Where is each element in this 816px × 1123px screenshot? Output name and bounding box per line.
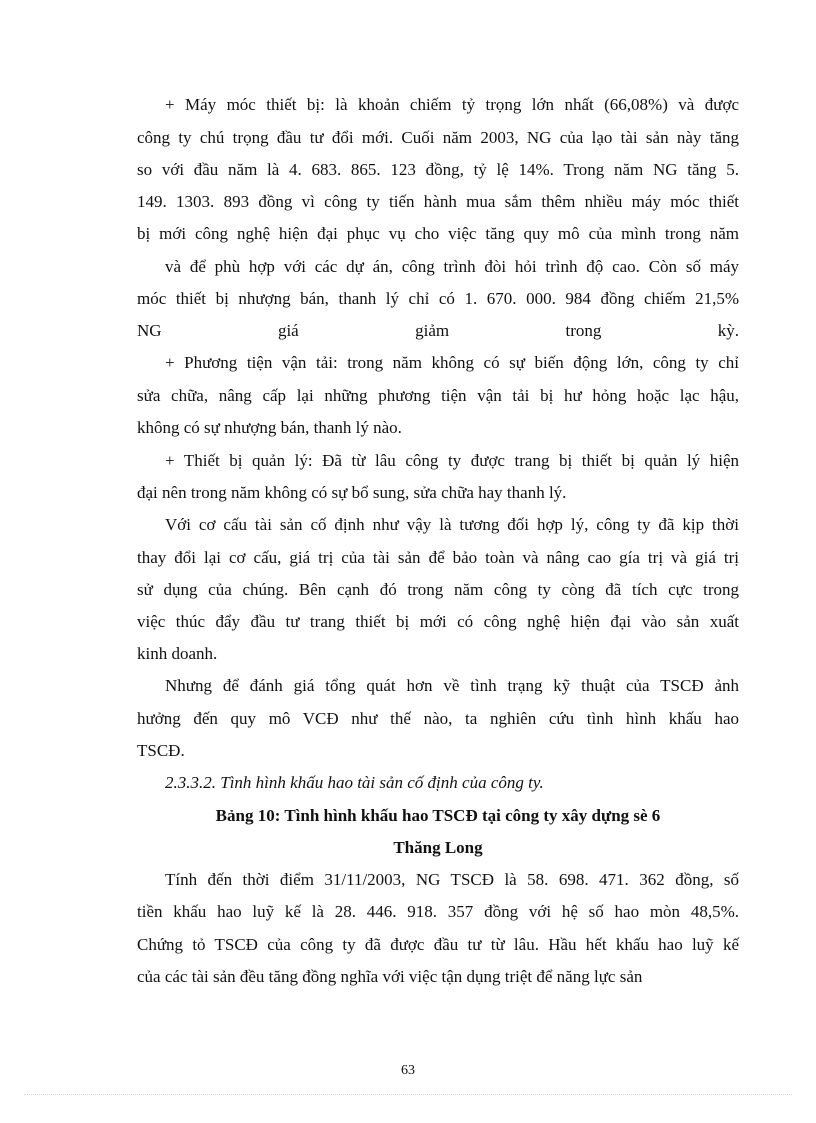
text-line: của các tài sản đều tăng đồng nghĩa với việc tận dụng triệt để năng lực sản xyxy=(137,967,643,986)
text-line: + Máy móc thiết bị: là khoản chiếm tỷ trọng lớn nhất (66,08%) và được xyxy=(165,95,739,114)
text-line: không có sự nhượng bán, thanh lý nào. xyxy=(137,418,402,437)
text-line: Nhưng để đánh giá tổng quát hơn về tình trạng kỹ thuật của TSCĐ ảnh xyxy=(165,676,739,695)
table-caption-line: Thăng Long xyxy=(393,838,483,857)
text-line: so với đầu năm là 4. 683. 865. 123 đồng, tỷ lệ 14%. Trong năm NG tăng 5. xyxy=(137,160,739,179)
text-line: hưởng đến quy mô VCĐ như thế nào, ta nghiên cứu tình hình khấu hao xyxy=(137,709,739,728)
table-caption-line: Bảng 10: Tình hình khấu hao TSCĐ tại công ty xây dựng sè 6 xyxy=(215,806,661,825)
text-line: đại nên trong năm không có sự bổ sung, sửa chữa hay thanh lý. xyxy=(137,483,567,502)
text-line: NG giá giảm trong kỳ. xyxy=(137,321,739,340)
section-subheading: 2.3.3.2. Tình hình khấu hao tài sản cố định của công ty. xyxy=(165,773,544,792)
text-line: sử dụng của chúng. Bên cạnh đó trong năm công ty còng đã tích cực trong xyxy=(137,580,739,599)
text-line: bị mới công nghệ hiện đại phục vụ cho việc tăng quy mô của mình trong năm xyxy=(137,224,739,243)
page-number: 63 xyxy=(401,1063,415,1078)
text-line: công ty chú trọng đầu tư đổi mới. Cuối năm 2003, NG của lạo tài sản này tăng xyxy=(137,128,739,147)
text-line: móc thiết bị nhượng bán, thanh lý chỉ có 1. 670. 000. 984 đồng chiếm 21,5% xyxy=(137,289,739,308)
text-line: + Thiết bị quản lý: Đã từ lâu công ty được trang bị thiết bị quản lý hiện xyxy=(165,451,739,470)
text-line: Chứng tỏ TSCĐ của công ty đã được đầu tư từ lâu. Hầu hết khấu hao luỹ kế xyxy=(137,935,739,954)
text-line: tiền khấu hao luỹ kế là 28. 446. 918. 357 đồng với hệ số hao mòn 48,5%. xyxy=(137,902,739,921)
text-line: thay đổi lại cơ cấu, giá trị của tài sản để bảo toàn và nâng cao gía trị và giá trị xyxy=(137,548,739,567)
text-line: TSCĐ. xyxy=(137,741,185,760)
text-line: 149. 1303. 893 đồng vì công ty tiến hành mua sắm thêm nhiều máy móc thiết xyxy=(137,192,739,211)
text-line: sửa chữa, nâng cấp lại những phương tiện vận tải bị hư hỏng hoặc lạc hậu, xyxy=(137,386,739,405)
text-line: + Phương tiện vận tải: trong năm không có sự biến động lớn, công ty chỉ xyxy=(165,353,739,372)
text-line: và để phù hợp với các dự án, công trình đòi hỏi trình độ cao. Còn số máy xyxy=(165,257,739,276)
text-line: việc thúc đẩy đầu tư trang thiết bị mới có công nghệ hiện đại vào sản xuất xyxy=(137,612,739,631)
text-line: Với cơ cấu tài sản cố định như vậy là tương đối hợp lý, công ty đã kịp thời xyxy=(165,515,739,534)
footer-divider xyxy=(24,1094,792,1095)
text-line: kinh doanh. xyxy=(137,644,218,663)
text-line: Tính đến thời điểm 31/11/2003, NG TSCĐ là 58. 698. 471. 362 đồng, số xyxy=(165,870,739,889)
